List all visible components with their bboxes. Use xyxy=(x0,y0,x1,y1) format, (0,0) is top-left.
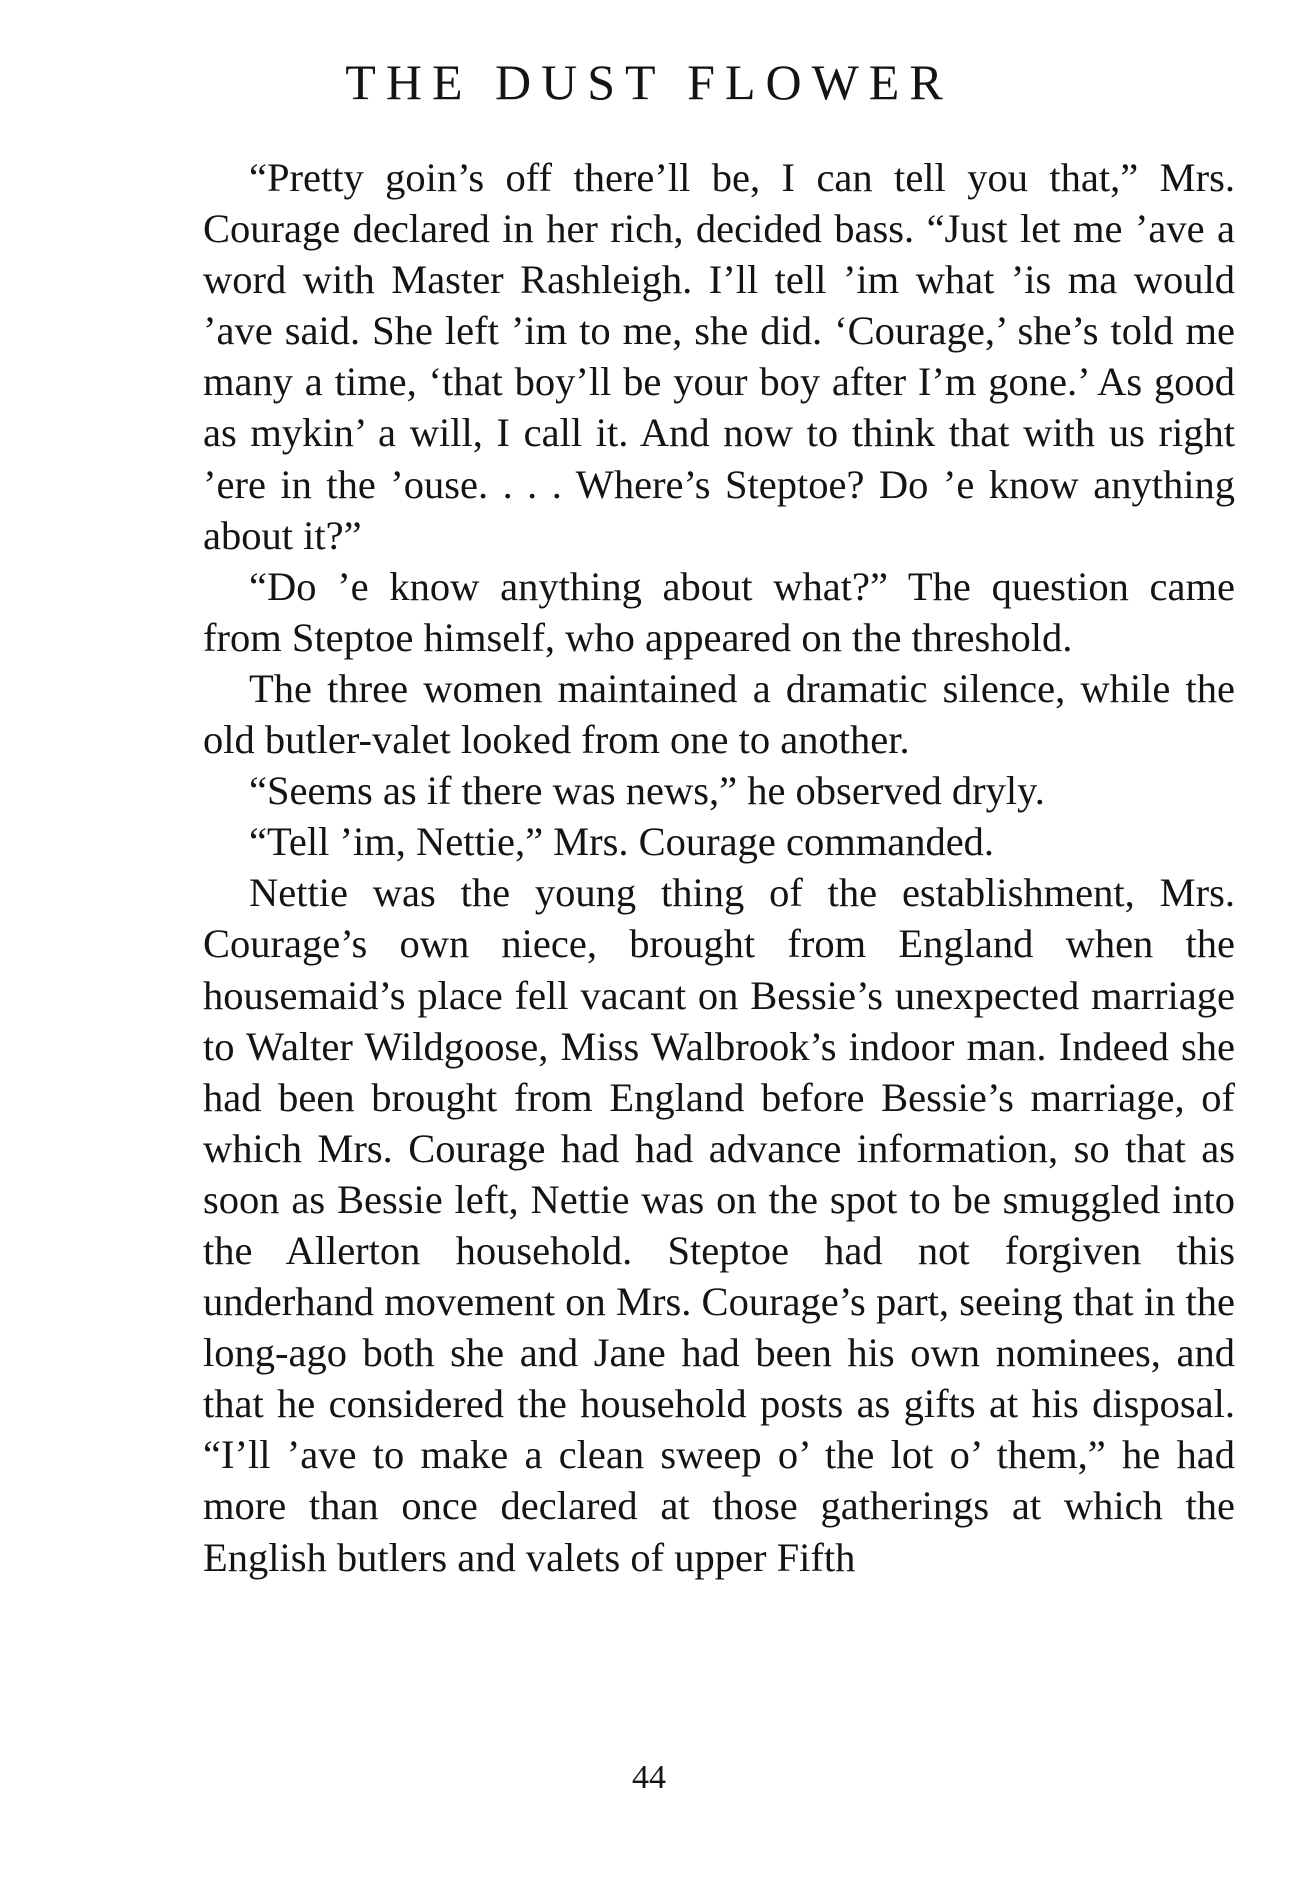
page-number: 44 xyxy=(632,1759,666,1796)
paragraph-6: Nettie was the young thing of the establishment, Mrs. Courage’s own niece, brought from England when the housemaid’s place fell vacant on Bessie’s unexpected marriage to Walter Wildgoose, Miss Walbrook’s indoor man. Indeed she had been brought from England before Bessie’s marriage, of which Mrs. Courage had had advance information, so that as soon as Bessie left, Nettie was on the spot to be smuggled into the Allerton household. Steptoe had not forgiven this underhand movement on Mrs. Courage’s part, seeing that in the long-ago both she and Jane had been his own nominees, and that he considered the household posts as gifts at his disposal. “I’ll ’ave to make a clean sweep o’ the lot o’ them,” he had more than once declared at those gatherings at which the English butlers and valets of upper Fifth xyxy=(203,870,1235,1580)
paragraph-3: The three women maintained a dramatic silence, while the old butler-valet looked from one to another. xyxy=(203,665,1235,763)
running-head: THE DUST FLOWER xyxy=(345,54,953,110)
paragraph-1: “Pretty goin’s off there’ll be, I can tell you that,” Mrs. Courage declared in her rich, decided bass. “Just let me ’ave a word with Master Rashleigh. I’ll tell ’im what ’is ma would ’ave said. She left ’im to me, she did. ‘Courage,’ she’s told me many a time, ‘that boy’ll be your boy after I’m gone.’ As good as mykin’ a will, I call it. And now to think that with us right ’ere in the ’ouse. . . . Where’s Steptoe? Do ’e know anything about it?” xyxy=(203,155,1235,558)
paragraph-5: “Tell ’im, Nettie,” Mrs. Courage commanded. xyxy=(249,819,995,865)
paragraph-2: “Do ’e know anything about what?” The question came from Steptoe himself, who appeared on the threshold. xyxy=(203,563,1235,660)
body-text xyxy=(203,152,1235,1583)
paragraph-4: “Seems as if there was news,” he observed dryly. xyxy=(249,768,1045,814)
